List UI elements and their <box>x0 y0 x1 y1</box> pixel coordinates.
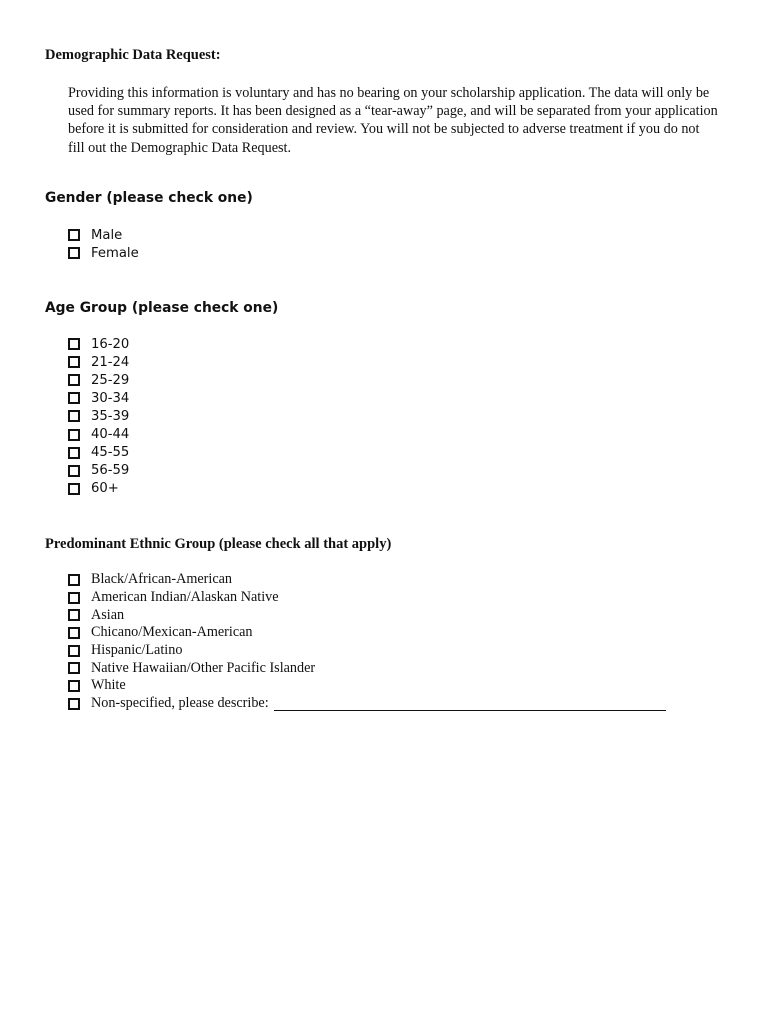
ethnic-option[interactable] <box>68 624 666 642</box>
checkbox-icon[interactable] <box>68 410 80 422</box>
option-label: Hispanic/Latino <box>91 642 183 659</box>
age-option[interactable] <box>68 480 129 498</box>
gender-heading: Gender (please check one) <box>45 190 253 206</box>
option-label: 40-44 <box>91 427 130 443</box>
checkbox-icon[interactable] <box>68 374 80 386</box>
option-label: 56-59 <box>91 463 130 479</box>
ethnic-group-heading: Predominant Ethnic Group (please check all that apply) <box>45 536 392 552</box>
checkbox-icon[interactable] <box>68 356 80 368</box>
option-label: White <box>91 677 126 694</box>
ethnic-option[interactable] <box>68 659 666 677</box>
checkbox-icon[interactable] <box>68 680 80 692</box>
ethnic-option[interactable] <box>68 589 666 607</box>
option-label: 21-24 <box>91 354 130 370</box>
ethnic-option[interactable] <box>68 606 666 624</box>
age-option[interactable] <box>68 425 129 443</box>
age-option[interactable] <box>68 335 129 353</box>
age-option[interactable] <box>68 389 129 407</box>
ethnic-group-options <box>68 571 666 713</box>
checkbox-icon[interactable] <box>68 229 80 241</box>
describe-input-line[interactable] <box>274 696 666 711</box>
checkbox-icon[interactable] <box>68 574 80 586</box>
checkbox-icon[interactable] <box>68 662 80 674</box>
page-title: Demographic Data Request: <box>45 47 221 63</box>
age-group-heading: Age Group (please check one) <box>45 300 279 316</box>
gender-option-female[interactable] <box>68 244 139 262</box>
option-label: 35-39 <box>91 408 130 424</box>
checkbox-icon[interactable] <box>68 429 80 441</box>
ethnic-option[interactable] <box>68 571 666 589</box>
ethnic-option[interactable] <box>68 695 666 713</box>
ethnic-option[interactable] <box>68 642 666 660</box>
age-group-options <box>68 335 129 498</box>
checkbox-icon[interactable] <box>68 592 80 604</box>
option-label: Male <box>91 227 123 243</box>
option-label: 30-34 <box>91 390 130 406</box>
checkbox-icon[interactable] <box>68 338 80 350</box>
checkbox-icon[interactable] <box>68 645 80 657</box>
gender-options <box>68 226 139 262</box>
option-label: Asian <box>91 606 125 623</box>
gender-option-male[interactable] <box>68 226 139 244</box>
option-label: Black/African-American <box>91 571 233 588</box>
age-option[interactable] <box>68 371 129 389</box>
option-label: Chicano/Mexican-American <box>91 624 253 641</box>
intro-paragraph: Providing this information is voluntary and has no bearing on your scholarship application. The data will only be used for summary reports. It has been designed as a “tear-away” page, and will be separated from your application before it is submitted for consideration and review. You will not be subjected to adverse treatment if you do not fill out the Demographic Data Request. <box>68 85 718 156</box>
age-option[interactable] <box>68 462 129 480</box>
ethnic-option[interactable] <box>68 677 666 695</box>
option-label: Native Hawaiian/Other Pacific Islander <box>91 659 316 676</box>
age-option[interactable] <box>68 407 129 425</box>
checkbox-icon[interactable] <box>68 483 80 495</box>
age-option[interactable] <box>68 353 129 371</box>
checkbox-icon[interactable] <box>68 392 80 404</box>
option-label: 60+ <box>91 481 119 497</box>
checkbox-icon[interactable] <box>68 247 80 259</box>
option-label: 16-20 <box>91 336 130 352</box>
checkbox-icon[interactable] <box>68 465 80 477</box>
checkbox-icon[interactable] <box>68 627 80 639</box>
age-option[interactable] <box>68 444 129 462</box>
option-label: Female <box>91 245 139 261</box>
checkbox-icon[interactable] <box>68 447 80 459</box>
checkbox-icon[interactable] <box>68 698 80 710</box>
option-label: Non-specified, please describe: <box>91 695 269 712</box>
option-label: 25-29 <box>91 372 130 388</box>
option-label: American Indian/Alaskan Native <box>91 589 279 606</box>
checkbox-icon[interactable] <box>68 609 80 621</box>
option-label: 45-55 <box>91 445 130 461</box>
